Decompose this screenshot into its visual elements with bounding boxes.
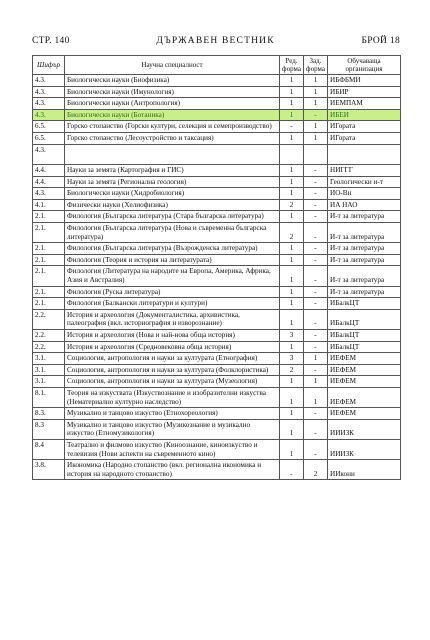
- column-header-regular: Ред. форма: [280, 56, 304, 75]
- row-regular-form: 1: [280, 419, 304, 439]
- row-extramural-form: 1: [304, 387, 328, 407]
- row-organization: ИБалкЦТ: [328, 329, 401, 341]
- row-code: 8.3.: [33, 408, 65, 420]
- table-row: [33, 341, 401, 353]
- row-specialty: Горско стопанство (Лесоустройство и таксация): [65, 132, 280, 144]
- row-extramural-form: 2: [304, 460, 328, 480]
- row-extramural-form: 1: [304, 86, 328, 98]
- row-code: 8.1.: [33, 387, 65, 407]
- row-code: 4.3.: [33, 86, 65, 98]
- table-row: [33, 353, 401, 365]
- row-regular-form: 1: [280, 165, 304, 177]
- table-row: [33, 188, 401, 200]
- row-code: 8.3: [33, 419, 65, 439]
- table-row: [33, 86, 401, 98]
- row-extramural-form: -: [304, 408, 328, 420]
- table-row: [33, 408, 401, 420]
- row-specialty: Филология (Литература на народите на Европа, Америка, Африка, Азия и Австралия): [65, 266, 280, 286]
- row-organization: ИБалкЦТ: [328, 341, 401, 353]
- row-extramural-form: -: [304, 341, 328, 353]
- row-organization: И-т за литература: [328, 254, 401, 266]
- row-code: 2.1.: [33, 298, 65, 310]
- row-organization: ИО-Вн: [328, 188, 401, 200]
- row-extramural-form: 1: [304, 376, 328, 388]
- row-specialty: Музикално и танцово изкуство (Музикознание и музикално изкуство (Етномузикология): [65, 419, 280, 439]
- row-extramural-form: -: [304, 439, 328, 459]
- row-specialty: История и археология (Средновековна обща история): [65, 341, 280, 353]
- row-specialty: Филология (Българска литература (Нова и съвременна българска литература): [65, 223, 280, 243]
- column-header-organization: Обучаваща организация: [328, 56, 401, 75]
- row-regular-form: 3: [280, 329, 304, 341]
- row-code: 4.3.: [33, 109, 65, 121]
- row-specialty: История и археология (Нова и най-нова обща история): [65, 329, 280, 341]
- column-header-specialty: Научна специалност: [65, 56, 280, 75]
- table-row: [33, 243, 401, 255]
- row-extramural-form: -: [304, 286, 328, 298]
- table-row: [33, 364, 401, 376]
- row-regular-form: 1: [280, 176, 304, 188]
- row-specialty: Социология, антропология и науки за културата (Музеология): [65, 376, 280, 388]
- row-code: 4.4.: [33, 176, 65, 188]
- row-code: 2.2.: [33, 341, 65, 353]
- table-row: [33, 387, 401, 407]
- row-code: 2.1.: [33, 243, 65, 255]
- row-extramural-form: 1: [304, 98, 328, 110]
- row-regular-form: 1: [280, 286, 304, 298]
- row-code: 4.3.: [33, 98, 65, 110]
- row-regular-form: 2: [280, 364, 304, 376]
- row-organization: ИЕФЕМ: [328, 408, 401, 420]
- row-extramural-form: -: [304, 364, 328, 376]
- row-specialty: Биологически науки (Имунология): [65, 86, 280, 98]
- row-extramural-form: -: [304, 223, 328, 243]
- row-organization: ИИкони: [328, 460, 401, 480]
- row-specialty: Биологически науки (Антропология): [65, 98, 280, 110]
- row-specialty: Социология, антропология и науки за културата (Етнография): [65, 353, 280, 365]
- row-organization: И-т за литература: [328, 243, 401, 255]
- row-regular-form: 1: [280, 266, 304, 286]
- row-regular-form: [280, 144, 304, 165]
- row-regular-form: 1: [280, 211, 304, 223]
- issue-number: БРОЙ 18: [361, 36, 400, 46]
- row-extramural-form: [304, 144, 328, 165]
- row-specialty: Физически науки (Хелиофизика): [65, 199, 280, 211]
- row-organization: ИБалкЦТ: [328, 298, 401, 310]
- specialties-table: [32, 55, 401, 480]
- row-organization: И-т за литература: [328, 266, 401, 286]
- row-code: 4.3.: [33, 144, 65, 165]
- row-extramural-form: -: [304, 176, 328, 188]
- table-row: [33, 266, 401, 286]
- table-row: [33, 419, 401, 439]
- row-extramural-form: -: [304, 243, 328, 255]
- row-extramural-form: 1: [304, 132, 328, 144]
- row-code: 6.5.: [33, 121, 65, 133]
- row-organization: ИГората: [328, 121, 401, 133]
- table-row: [33, 223, 401, 243]
- row-extramural-form: 1: [304, 121, 328, 133]
- table-row: [33, 199, 401, 211]
- table-row: [33, 254, 401, 266]
- column-header-code: Шифър: [33, 56, 65, 75]
- row-specialty: Икономика (Народно стопанство (вкл. регионална икономика и история на народното стопанство): [65, 460, 280, 480]
- table-row: [33, 460, 401, 480]
- table-row: [33, 309, 401, 329]
- row-code: 2.1.: [33, 223, 65, 243]
- page-number: СТР. 140: [32, 36, 70, 46]
- row-regular-form: 2: [280, 223, 304, 243]
- row-organization: НИГГГ: [328, 165, 401, 177]
- row-code: 3.1.: [33, 376, 65, 388]
- row-specialty: Филология (Балкански литератури и култури): [65, 298, 280, 310]
- page-header: [32, 36, 400, 46]
- row-regular-form: 1: [280, 188, 304, 200]
- row-specialty: Науки за земята (Регионална геология): [65, 176, 280, 188]
- row-code: 2.1.: [33, 286, 65, 298]
- row-specialty: Биологически науки (Биофизика): [65, 75, 280, 87]
- row-specialty: Музикално и танцово изкуство (Етнохореология): [65, 408, 280, 420]
- row-regular-form: 1: [280, 132, 304, 144]
- row-code: 2.1.: [33, 266, 65, 286]
- row-regular-form: 1: [280, 243, 304, 255]
- table-row: [33, 298, 401, 310]
- row-code: 2.2.: [33, 329, 65, 341]
- row-specialty: Филология (Руска литература): [65, 286, 280, 298]
- row-specialty: Филология (Българска литература (Стара българска литература): [65, 211, 280, 223]
- column-header-extramural: Зад. форма: [304, 56, 328, 75]
- row-regular-form: 1: [280, 86, 304, 98]
- row-regular-form: 2: [280, 199, 304, 211]
- row-regular-form: 1: [280, 408, 304, 420]
- row-regular-form: -: [280, 460, 304, 480]
- row-code: 3.8.: [33, 460, 65, 480]
- row-organization: ИА НАО: [328, 199, 401, 211]
- row-specialty: История и археология (Документалистика, архивистика, палеография (вкл. историография и изворознание): [65, 309, 280, 329]
- row-extramural-form: -: [304, 211, 328, 223]
- row-specialty: Филология (Теория и история на литературата): [65, 254, 280, 266]
- row-specialty: [65, 144, 280, 165]
- row-extramural-form: -: [304, 298, 328, 310]
- row-regular-form: 1: [280, 109, 304, 121]
- row-organization: ИБЕИ: [328, 109, 401, 121]
- row-organization: ИБИР: [328, 86, 401, 98]
- row-organization: ИЕМПАМ: [328, 98, 401, 110]
- row-regular-form: 1: [280, 98, 304, 110]
- row-extramural-form: -: [304, 188, 328, 200]
- row-code: 4.4.: [33, 165, 65, 177]
- row-specialty: Театрално и филмово изкуство (Киноознание, киноизкуство и телевизия (Нови аспекти на съвременното кино): [65, 439, 280, 459]
- row-organization: ИЕФЕМ: [328, 376, 401, 388]
- row-extramural-form: 1: [304, 75, 328, 87]
- row-extramural-form: -: [304, 266, 328, 286]
- row-specialty: Науки за земята (Картография и ГИС): [65, 165, 280, 177]
- row-code: 2.2.: [33, 309, 65, 329]
- row-code: 3.1.: [33, 364, 65, 376]
- table-row: [33, 144, 401, 165]
- row-code: 8.4: [33, 439, 65, 459]
- row-extramural-form: -: [304, 254, 328, 266]
- row-organization: ИИИЗК: [328, 419, 401, 439]
- row-regular-form: 3: [280, 353, 304, 365]
- row-organization: [328, 144, 401, 165]
- row-regular-form: 1: [280, 376, 304, 388]
- row-code: 6.5.: [33, 132, 65, 144]
- table-row: [33, 75, 401, 87]
- table-row: [33, 98, 401, 110]
- row-extramural-form: -: [304, 165, 328, 177]
- row-specialty: Теория на изкуствата (Изкуствознание и изобразителни изкуства (Нематериално културно наследство): [65, 387, 280, 407]
- row-specialty: Филология (Българска литература (Възрожденска литература): [65, 243, 280, 255]
- table-row: [33, 329, 401, 341]
- row-specialty: Горско стопанство (Горски култури, селекция и семепроизводство): [65, 121, 280, 133]
- row-extramural-form: 1: [304, 353, 328, 365]
- row-organization: Геологически и-т: [328, 176, 401, 188]
- row-regular-form: 1: [280, 309, 304, 329]
- table-row: [33, 176, 401, 188]
- row-code: 4.1.: [33, 199, 65, 211]
- table-row: [33, 286, 401, 298]
- row-regular-form: -: [280, 121, 304, 133]
- table-row: [33, 165, 401, 177]
- row-specialty: Биологически науки (Ботаника): [65, 109, 280, 121]
- row-regular-form: 1: [280, 439, 304, 459]
- row-organization: ИЕФЕМ: [328, 387, 401, 407]
- row-organization: ИБалкЦТ: [328, 309, 401, 329]
- row-organization: И-т за литература: [328, 211, 401, 223]
- row-extramural-form: -: [304, 329, 328, 341]
- table-row: [33, 439, 401, 459]
- row-organization: ИГората: [328, 132, 401, 144]
- row-code: 4.3.: [33, 75, 65, 87]
- table-row: [33, 211, 401, 223]
- row-code: 3.1.: [33, 353, 65, 365]
- table-header-row: [33, 56, 401, 75]
- row-specialty: Биологически науки (Хидробиология): [65, 188, 280, 200]
- row-regular-form: 1: [280, 254, 304, 266]
- table-row: [33, 132, 401, 144]
- row-extramural-form: -: [304, 309, 328, 329]
- row-extramural-form: -: [304, 199, 328, 211]
- row-extramural-form: -: [304, 419, 328, 439]
- row-regular-form: 1: [280, 341, 304, 353]
- row-extramural-form: -: [304, 109, 328, 121]
- table-row: [33, 376, 401, 388]
- row-organization: ИИИЗК: [328, 439, 401, 459]
- row-regular-form: 1: [280, 75, 304, 87]
- row-organization: ИБФБМИ: [328, 75, 401, 87]
- row-code: 2.1.: [33, 254, 65, 266]
- row-regular-form: 1: [280, 387, 304, 407]
- row-code: 4.3.: [33, 188, 65, 200]
- row-organization: ИЕФЕМ: [328, 364, 401, 376]
- row-regular-form: 1: [280, 298, 304, 310]
- row-organization: И-т за литература: [328, 286, 401, 298]
- row-code: 2.1.: [33, 211, 65, 223]
- table-row: [33, 121, 401, 133]
- row-organization: И-т за литература: [328, 223, 401, 243]
- table-row: [33, 109, 401, 121]
- journal-title: ДЪРЖАВЕН ВЕСТНИК: [156, 36, 275, 46]
- row-specialty: Социология, антропология и науки за културата (Фолклористика): [65, 364, 280, 376]
- row-organization: ИЕФЕМ: [328, 353, 401, 365]
